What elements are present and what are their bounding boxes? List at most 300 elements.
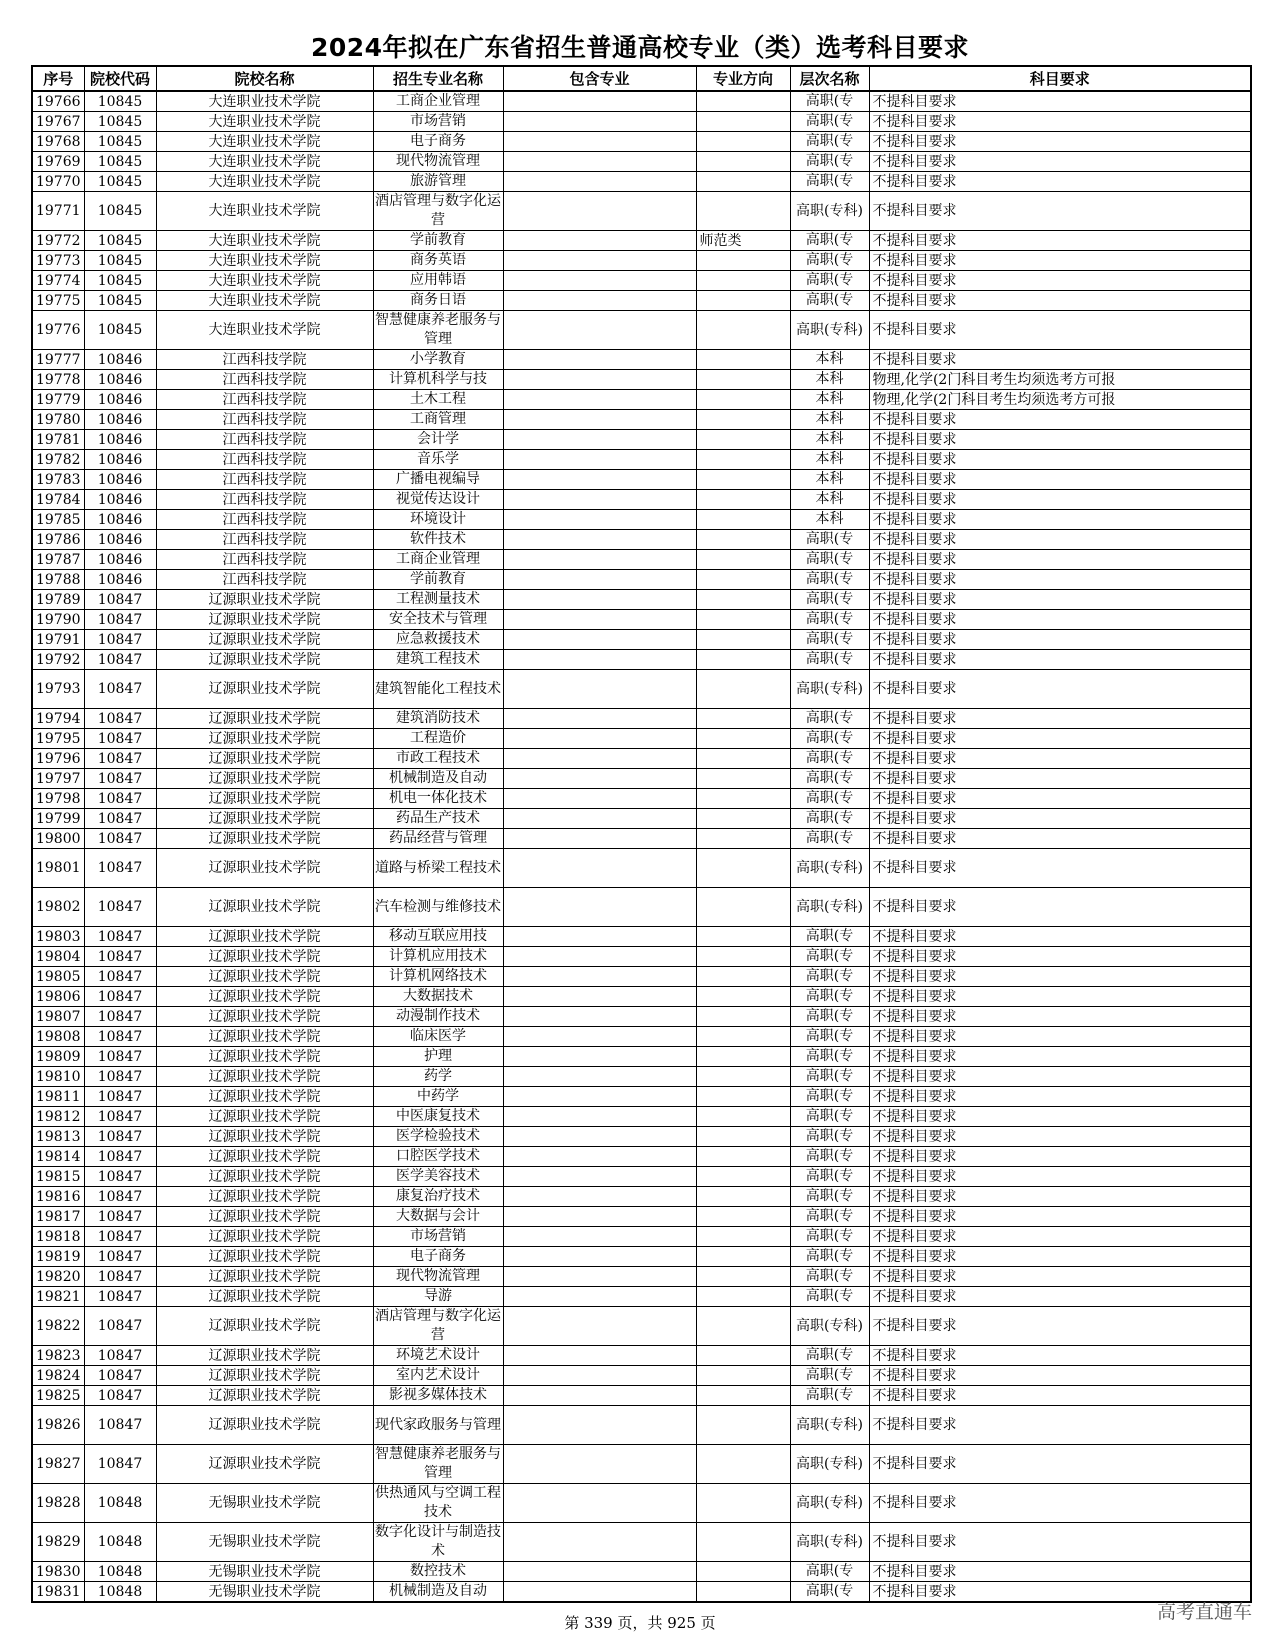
cell-school: 无锡职业技术学院 [156,1523,373,1562]
cell-level: 高职(专 [790,630,869,650]
cell-code: 10845 [84,91,156,112]
cell-requirement: 不提科目要求 [869,849,1251,888]
table-row [32,1582,1251,1603]
cell-included [503,490,696,510]
table-row [32,112,1251,132]
table-row [32,987,1251,1007]
cell-requirement: 不提科目要求 [869,1267,1251,1287]
cell-school: 辽源职业技术学院 [156,888,373,927]
cell-no: 19790 [32,610,84,630]
cell-direction [696,1247,790,1267]
cell-no: 19783 [32,470,84,490]
header-direction: 专业方向 [696,66,790,91]
cell-requirement: 不提科目要求 [869,1523,1251,1562]
cell-included [503,1523,696,1562]
cell-major: 数字化设计与制造技术 [373,1523,503,1562]
cell-direction [696,370,790,390]
cell-requirement: 不提科目要求 [869,829,1251,849]
header-no: 序号 [32,66,84,91]
cell-no: 19813 [32,1127,84,1147]
table-row [32,490,1251,510]
cell-school: 辽源职业技术学院 [156,709,373,729]
table-row [32,192,1251,231]
cell-direction [696,291,790,311]
cell-direction [696,1386,790,1406]
cell-code: 10847 [84,650,156,670]
cell-code: 10846 [84,430,156,450]
cell-code: 10845 [84,291,156,311]
table-row [32,1107,1251,1127]
cell-school: 辽源职业技术学院 [156,749,373,769]
cell-direction [696,670,790,709]
cell-no: 19787 [32,550,84,570]
header-school: 院校名称 [156,66,373,91]
cell-no: 19804 [32,947,84,967]
table-header-row [32,66,1251,91]
cell-level: 高职(专 [790,809,869,829]
cell-school: 辽源职业技术学院 [156,1346,373,1366]
cell-requirement: 不提科目要求 [869,1307,1251,1346]
cell-direction [696,1227,790,1247]
cell-major: 药品经营与管理 [373,829,503,849]
cell-requirement: 不提科目要求 [869,1366,1251,1386]
cell-major: 小学教育 [373,350,503,370]
cell-major: 建筑智能化工程技术 [373,670,503,709]
cell-requirement: 不提科目要求 [869,430,1251,450]
cell-code: 10846 [84,510,156,530]
cell-school: 辽源职业技术学院 [156,1307,373,1346]
cell-included [503,510,696,530]
cell-direction [696,550,790,570]
cell-school: 辽源职业技术学院 [156,1227,373,1247]
cell-no: 19807 [32,1007,84,1027]
table-row [32,1087,1251,1107]
cell-code: 10846 [84,410,156,430]
cell-school: 江西科技学院 [156,350,373,370]
cell-major: 商务英语 [373,251,503,271]
table-row [32,967,1251,987]
cell-direction [696,1366,790,1386]
cell-major: 大数据技术 [373,987,503,1007]
cell-level: 高职(专 [790,530,869,550]
cell-requirement: 不提科目要求 [869,1406,1251,1445]
cell-requirement: 不提科目要求 [869,152,1251,172]
cell-level: 高职(专 [790,1187,869,1207]
cell-direction [696,1027,790,1047]
cell-major: 工程造价 [373,729,503,749]
table-row [32,1386,1251,1406]
cell-direction [696,1187,790,1207]
cell-major: 药学 [373,1067,503,1087]
cell-level: 高职(专科) [790,1523,869,1562]
cell-requirement: 不提科目要求 [869,450,1251,470]
table-row [32,1207,1251,1227]
cell-code: 10847 [84,749,156,769]
cell-direction [696,430,790,450]
cell-direction [696,630,790,650]
cell-included [503,530,696,550]
cell-level: 高职(专科) [790,670,869,709]
cell-direction [696,729,790,749]
cell-major: 中医康复技术 [373,1107,503,1127]
table-row [32,1307,1251,1346]
cell-no: 19777 [32,350,84,370]
table-row [32,530,1251,550]
cell-requirement: 不提科目要求 [869,271,1251,291]
cell-level: 高职(专 [790,152,869,172]
cell-direction [696,769,790,789]
cell-direction [696,91,790,112]
cell-level: 本科 [790,470,869,490]
cell-level: 高职(专 [790,709,869,729]
cell-requirement: 不提科目要求 [869,1207,1251,1227]
table-row [32,849,1251,888]
cell-school: 辽源职业技术学院 [156,967,373,987]
cell-included [503,192,696,231]
cell-school: 辽源职业技术学院 [156,1027,373,1047]
cell-no: 19808 [32,1027,84,1047]
cell-direction [696,749,790,769]
cell-code: 10846 [84,370,156,390]
cell-included [503,1445,696,1484]
cell-no: 19810 [32,1067,84,1087]
cell-level: 高职(专 [790,112,869,132]
cell-level: 本科 [790,490,869,510]
cell-direction [696,1287,790,1307]
cell-code: 10847 [84,709,156,729]
cell-included [503,350,696,370]
cell-no: 19773 [32,251,84,271]
table-row [32,430,1251,450]
table-row [32,729,1251,749]
cell-no: 19778 [32,370,84,390]
cell-no: 19769 [32,152,84,172]
cell-level: 高职(专科) [790,311,869,350]
cell-code: 10846 [84,530,156,550]
cell-major: 会计学 [373,430,503,450]
cell-major: 建筑工程技术 [373,650,503,670]
cell-no: 19802 [32,888,84,927]
cell-no: 19816 [32,1187,84,1207]
cell-level: 高职(专 [790,947,869,967]
cell-requirement: 不提科目要求 [869,91,1251,112]
cell-major: 护理 [373,1047,503,1067]
cell-school: 无锡职业技术学院 [156,1582,373,1603]
cell-level: 高职(专 [790,590,869,610]
cell-school: 江西科技学院 [156,570,373,590]
cell-level: 高职(专 [790,1147,869,1167]
cell-major: 药品生产技术 [373,809,503,829]
cell-requirement: 不提科目要求 [869,231,1251,251]
cell-requirement: 不提科目要求 [869,132,1251,152]
cell-no: 19800 [32,829,84,849]
cell-school: 辽源职业技术学院 [156,1107,373,1127]
cell-included [503,1147,696,1167]
cell-no: 19786 [32,530,84,550]
cell-major: 酒店管理与数字化运营 [373,1307,503,1346]
cell-school: 江西科技学院 [156,390,373,410]
cell-included [503,311,696,350]
table-row [32,927,1251,947]
cell-no: 19799 [32,809,84,829]
cell-level: 高职(专 [790,610,869,630]
cell-code: 10847 [84,987,156,1007]
header-major: 招生专业名称 [373,66,503,91]
cell-code: 10847 [84,1147,156,1167]
cell-major: 计算机网络技术 [373,967,503,987]
cell-requirement: 不提科目要求 [869,789,1251,809]
cell-code: 10846 [84,470,156,490]
cell-requirement: 不提科目要求 [869,967,1251,987]
cell-code: 10847 [84,967,156,987]
cell-requirement: 不提科目要求 [869,490,1251,510]
cell-level: 高职(专 [790,650,869,670]
cell-major: 大数据与会计 [373,1207,503,1227]
cell-included [503,829,696,849]
cell-no: 19815 [32,1167,84,1187]
cell-school: 大连职业技术学院 [156,311,373,350]
cell-code: 10848 [84,1484,156,1523]
cell-requirement: 不提科目要求 [869,112,1251,132]
cell-code: 10847 [84,927,156,947]
cell-major: 临床医学 [373,1027,503,1047]
cell-included [503,1087,696,1107]
cell-requirement: 不提科目要求 [869,410,1251,430]
cell-requirement: 不提科目要求 [869,1167,1251,1187]
table-row [32,1523,1251,1562]
cell-direction [696,1267,790,1287]
cell-major: 学前教育 [373,231,503,251]
cell-code: 10847 [84,1307,156,1346]
table-row [32,1127,1251,1147]
cell-no: 19771 [32,192,84,231]
cell-code: 10847 [84,590,156,610]
table-row [32,630,1251,650]
cell-major: 音乐学 [373,450,503,470]
cell-direction [696,450,790,470]
cell-direction: 师范类 [696,231,790,251]
cell-requirement: 不提科目要求 [869,809,1251,829]
cell-no: 19811 [32,1087,84,1107]
cell-code: 10847 [84,729,156,749]
cell-no: 19785 [32,510,84,530]
cell-requirement: 不提科目要求 [869,749,1251,769]
table-row [32,610,1251,630]
cell-direction [696,470,790,490]
cell-school: 辽源职业技术学院 [156,1267,373,1287]
cell-school: 辽源职业技术学院 [156,1406,373,1445]
cell-major: 酒店管理与数字化运营 [373,192,503,231]
cell-major: 机械制造及自动 [373,1582,503,1603]
cell-code: 10847 [84,947,156,967]
cell-major: 导游 [373,1287,503,1307]
cell-no: 19831 [32,1582,84,1603]
cell-included [503,172,696,192]
table-row [32,132,1251,152]
cell-code: 10847 [84,1167,156,1187]
cell-school: 大连职业技术学院 [156,172,373,192]
cell-no: 19789 [32,590,84,610]
cell-requirement: 不提科目要求 [869,510,1251,530]
header-included: 包含专业 [503,66,696,91]
cell-level: 高职(专 [790,1067,869,1087]
cell-school: 辽源职业技术学院 [156,1087,373,1107]
cell-included [503,749,696,769]
cell-requirement: 不提科目要求 [869,1147,1251,1167]
cell-direction [696,888,790,927]
cell-direction [696,112,790,132]
cell-major: 建筑消防技术 [373,709,503,729]
cell-requirement: 不提科目要求 [869,1027,1251,1047]
cell-requirement: 不提科目要求 [869,1247,1251,1267]
table-row [32,410,1251,430]
cell-included [503,888,696,927]
table-row [32,1346,1251,1366]
cell-included [503,650,696,670]
cell-code: 10847 [84,1127,156,1147]
cell-included [503,1007,696,1027]
table-row [32,510,1251,530]
cell-major: 工商企业管理 [373,550,503,570]
cell-included [503,967,696,987]
cell-code: 10845 [84,172,156,192]
cell-level: 高职(专 [790,1127,869,1147]
cell-requirement: 不提科目要求 [869,630,1251,650]
cell-no: 19822 [32,1307,84,1346]
cell-no: 19803 [32,927,84,947]
cell-level: 本科 [790,450,869,470]
cell-school: 辽源职业技术学院 [156,927,373,947]
cell-school: 辽源职业技术学院 [156,1007,373,1027]
cell-included [503,1346,696,1366]
cell-direction [696,1107,790,1127]
cell-included [503,1047,696,1067]
cell-major: 口腔医学技术 [373,1147,503,1167]
cell-requirement: 不提科目要求 [869,1445,1251,1484]
cell-level: 高职(专科) [790,192,869,231]
cell-code: 10845 [84,112,156,132]
cell-included [503,570,696,590]
cell-requirement: 不提科目要求 [869,769,1251,789]
cell-direction [696,1445,790,1484]
table-row [32,1287,1251,1307]
cell-included [503,231,696,251]
cell-major: 市场营销 [373,112,503,132]
cell-code: 10845 [84,251,156,271]
cell-school: 大连职业技术学院 [156,251,373,271]
cell-direction [696,271,790,291]
cell-no: 19775 [32,291,84,311]
cell-included [503,152,696,172]
cell-major: 机械制造及自动 [373,769,503,789]
cell-code: 10847 [84,1267,156,1287]
cell-level: 高职(专 [790,1207,869,1227]
table-row [32,1147,1251,1167]
cell-requirement: 物理,化学(2门科目考生均须选考方可报 [869,370,1251,390]
cell-included [503,630,696,650]
cell-school: 辽源职业技术学院 [156,987,373,1007]
cell-included [503,1127,696,1147]
cell-no: 19768 [32,132,84,152]
cell-no: 19795 [32,729,84,749]
cell-level: 高职(专 [790,749,869,769]
table-body [32,91,1251,1602]
cell-included [503,430,696,450]
page-footer: 第 339 页，共 925 页 [564,1614,716,1632]
cell-major: 计算机应用技术 [373,947,503,967]
cell-requirement: 不提科目要求 [869,1187,1251,1207]
cell-included [503,987,696,1007]
cell-included [503,670,696,709]
cell-included [503,470,696,490]
cell-no: 19784 [32,490,84,510]
cell-school: 江西科技学院 [156,450,373,470]
cell-school: 辽源职业技术学院 [156,590,373,610]
cell-major: 现代物流管理 [373,152,503,172]
table-row [32,172,1251,192]
cell-code: 10846 [84,550,156,570]
cell-level: 高职(专科) [790,1307,869,1346]
cell-code: 10847 [84,610,156,630]
cell-school: 辽源职业技术学院 [156,809,373,829]
cell-code: 10848 [84,1562,156,1582]
cell-code: 10847 [84,1227,156,1247]
cell-direction [696,1207,790,1227]
table-row [32,470,1251,490]
subject-requirements-table [31,65,1252,1603]
cell-included [503,590,696,610]
cell-major: 医学检验技术 [373,1127,503,1147]
cell-requirement: 不提科目要求 [869,1047,1251,1067]
cell-code: 10845 [84,192,156,231]
table-row [32,370,1251,390]
cell-code: 10847 [84,1107,156,1127]
cell-included [503,291,696,311]
cell-code: 10847 [84,630,156,650]
table-row [32,1067,1251,1087]
cell-school: 辽源职业技术学院 [156,849,373,888]
cell-included [503,132,696,152]
brand-watermark: 高考直通车 [1156,1601,1252,1623]
cell-code: 10846 [84,450,156,470]
cell-level: 高职(专 [790,291,869,311]
cell-code: 10847 [84,1445,156,1484]
table-row [32,789,1251,809]
table-row [32,350,1251,370]
cell-school: 辽源职业技术学院 [156,1167,373,1187]
cell-direction [696,1147,790,1167]
cell-school: 辽源职业技术学院 [156,789,373,809]
cell-school: 江西科技学院 [156,550,373,570]
cell-direction [696,1047,790,1067]
cell-major: 室内艺术设计 [373,1366,503,1386]
table-row [32,1484,1251,1523]
cell-no: 19793 [32,670,84,709]
cell-requirement: 不提科目要求 [869,192,1251,231]
cell-no: 19766 [32,91,84,112]
cell-direction [696,1087,790,1107]
cell-school: 大连职业技术学院 [156,291,373,311]
cell-direction [696,829,790,849]
cell-included [503,1167,696,1187]
cell-direction [696,1484,790,1523]
cell-major: 医学美容技术 [373,1167,503,1187]
cell-included [503,1287,696,1307]
cell-included [503,1267,696,1287]
cell-requirement: 不提科目要求 [869,1346,1251,1366]
cell-major: 商务日语 [373,291,503,311]
table-row [32,1167,1251,1187]
